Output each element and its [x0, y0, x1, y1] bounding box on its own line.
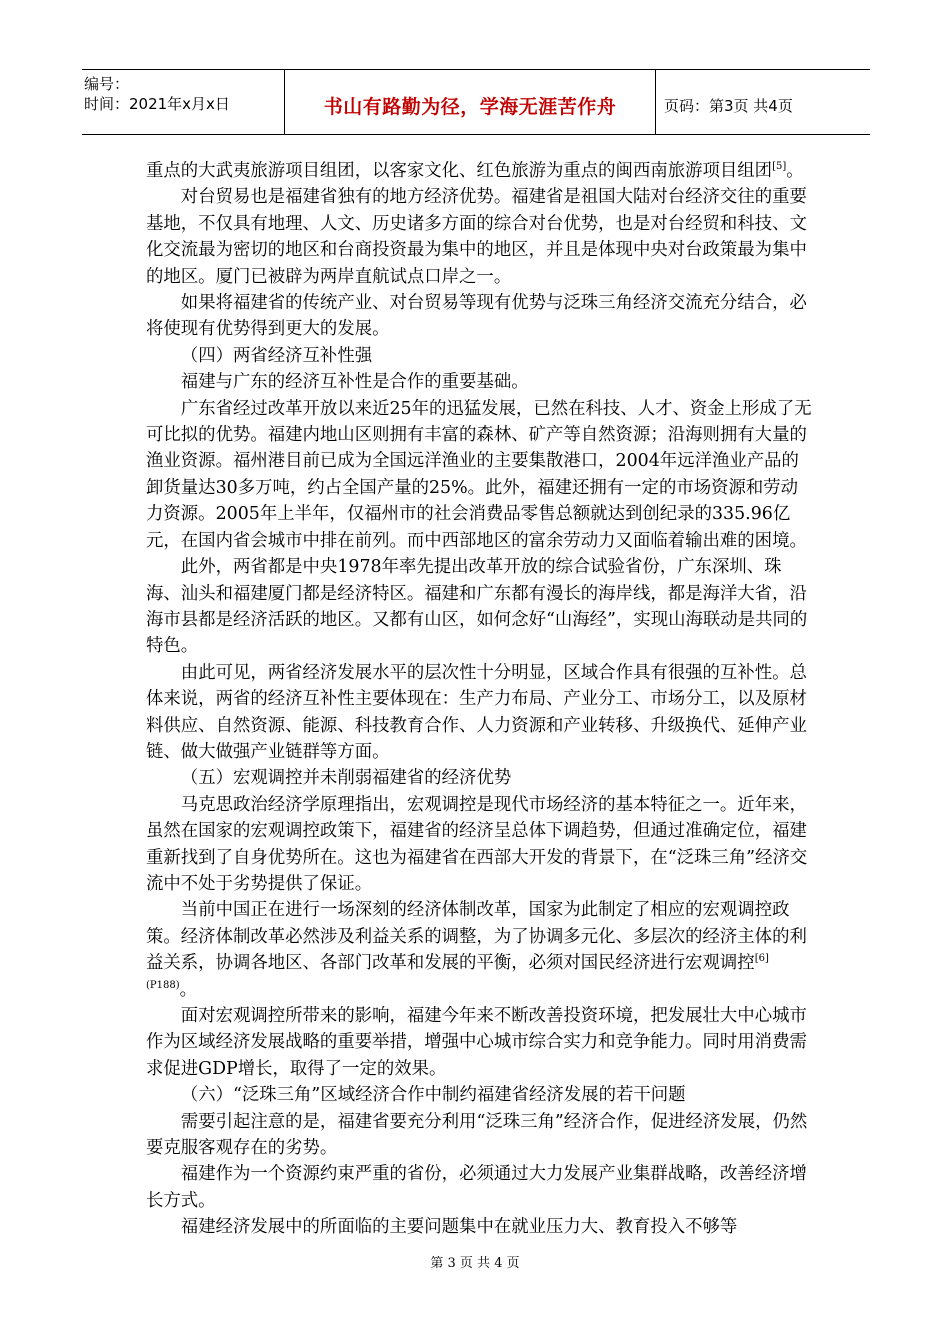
paragraph: 福建作为一个资源约束严重的省份，必须通过大力发展产业集群战略，改善经济增长方式。	[146, 1164, 807, 1211]
doc-number-label: 编号：	[84, 75, 130, 93]
citation-ref: [6](P188)	[146, 953, 769, 991]
section-heading: （四）两省经济互补性强	[180, 345, 373, 366]
page-header	[82, 69, 870, 135]
paragraph: 广东省经过改革开放以来近25年的迅猛发展，已然在科技、人才、资金上形成了无可比拟的优势。福建内地山区则拥有丰富的森林、矿产等自然资源；沿海则拥有大量的渔业资源。福州港目前已成为全国远洋渔业的主要集散港口，2004年远洋渔业产品的卸货量达30多万吨，约占全国产量的25%。此外，福建还拥有一定的市场资源和劳动力资源。2005年上半年，仅福州市的社会消费品零售总额就达到创纪录的335.96亿元，在国内省会城市中排在前列。而中西部地区的富余劳动力又面临着输出难的困境。	[146, 398, 812, 551]
header-meta	[82, 70, 284, 134]
date-label: 时间：2021年x月x日	[84, 95, 230, 113]
citation-ref: [5]	[772, 161, 787, 173]
paragraph: 此外，两省都是中央1978年率先提出改革开放的综合试验省份，广东深圳、珠海、汕头和福建厦门都是经济特区。福建和广东都有漫长的海岸线，都是海洋大省，沿海市县都是经济活跃的地区。又都有山区，如何念好“山海经”，实现山海联动是共同的特色。	[146, 557, 808, 657]
paragraph: 对台贸易也是福建省独有的地方经济优势。福建省是祖国大陆对台经济交往的重要基地，不仅具有地理、人文、历史诸多方面的综合对台优势，也是对台经贸和科技、文化交流最为密切的地区和台商投资最为集中的地区，并且是体现中央对台政策最为集中的地区。厦门已被辟为两岸直航试点口岸之一。	[146, 187, 807, 287]
document-body	[146, 158, 814, 1241]
paragraph: 福建与广东的经济互补性是合作的重要基础。	[180, 372, 529, 393]
paragraph: 重点的大武夷旅游项目组团，以客家文化、红色旅游为重点的闽西南旅游项目组团[5]。	[146, 161, 804, 181]
section-heading: （六）“泛珠三角”区域经济合作中制约福建省经济发展的若干问题	[180, 1085, 686, 1106]
page-footer: 第 3 页 共 4 页	[430, 1256, 520, 1271]
paragraph: 需要引起注意的是，福建省要充分利用“泛珠三角”经济合作，促进经济发展，仍然要克服客观存在的劣势。	[146, 1111, 808, 1159]
paragraph: 由此可见，两省经济发展水平的层次性十分明显，区域合作具有很强的互补性。总体来说，两省的经济互补性主要体现在：生产力布局、产业分工、市场分工，以及原材料供应、自然资源、能源、科技教育合作、人力资源和产业转移、升级换代、延伸产业链、做大做强产业链群等方面。	[146, 662, 807, 762]
section-heading: （五）宏观调控并未削弱福建省的经济优势	[180, 768, 512, 789]
paragraph: 福建经济发展中的所面临的主要问题集中在就业压力大、教育投入不够等	[180, 1217, 738, 1238]
header-page-label: 页码：第3页 共4页	[664, 96, 793, 115]
paragraph: 马克思政治经济学原理指出，宏观调控是现代市场经济的基本特征之一。近年来，虽然在国家的宏观调控政策下，福建省的经济呈总体下调趋势，但通过准确定位，福建重新找到了自身优势所在。这也为福建省在西部大开发的背景下，在“泛珠三角”经济交流中不处于劣势提供了保证。	[146, 794, 808, 894]
paragraph: 如果将福建省的传统产业、对台贸易等现有优势与泛珠三角经济交流充分结合，必将使现有优势得到更大的发展。	[146, 293, 807, 340]
paragraph: 面对宏观调控所带来的影响，福建今年来不断改善投资环境，把发展壮大中心城市作为区域经济发展战略的重要举措，增强中心城市综合实力和竞争能力。同时用消费需求促进GDP增长，取得了一定的效果。	[146, 1006, 807, 1079]
paragraph: 当前中国正在进行一场深刻的经济体制改革，国家为此制定了相应的宏观调控政策。经济体制改革必然涉及利益关系的调整，为了协调多元化、多层次的经济主体的利益关系，协调各地区、各部门改革和发展的平衡，必须对国民经济进行宏观调控$^{[6](P188)}$。	[146, 900, 807, 1000]
header-motto: 书山有路勤为径，学海无涯苦作舟	[284, 70, 656, 134]
